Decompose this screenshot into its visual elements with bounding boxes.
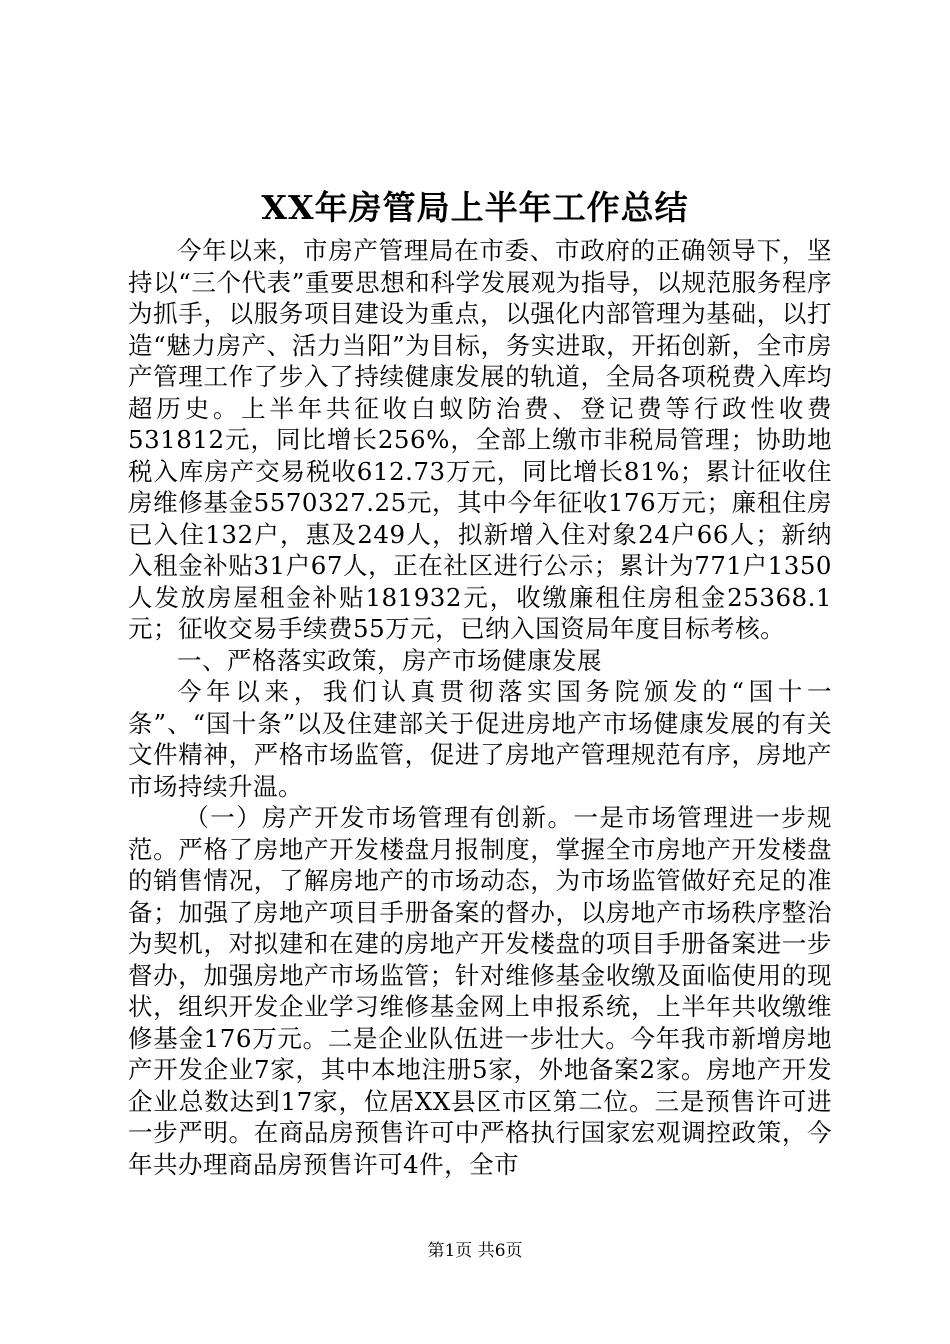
intro-paragraph: 今年以来，市房产管理局在市委、市政府的正确领导下，坚持以“三个代表”重要思想和科学发展观为指导，以规范服务程序为抓手，以服务项目建设为重点，以强化内部管理为基础，以打造“魅力房产、活力当阳”为目标，务实进取，开拓创新，全市房产管理工作了步入了持续健康发展的轨道，全局各项税费入库均超历史。上半年共征收白蚁防治费、登记费等行政性收费531812元，同比增长256%，全部上缴市非税局管理；协助地税入库房产交易税收612.73万元，同比增长81%；累计征收住房维修基金5570327.25元，其中今年征收176万元；廉租住房已入住132户，惠及249人，拟新增入住对象24户66人；新纳入租金补贴31户67人，正在社区进行公示；累计为771户1350人发放房屋租金补贴181932元，收缴廉租住房租金25368.1元；征收交易手续费55万元，已纳入国资局年度目标考核。 (128, 236, 832, 643)
document-title: XX年房管局上半年工作总结 (261, 188, 689, 227)
section-paragraph: 今年以来，我们认真贯彻落实国务院颁发的“国十一条”、“国十条”以及住建部关于促进房地产市场健康发展的有关文件精神，严格市场监管，促进了房地产管理规范有序，房地产市场持续升温。 (128, 677, 832, 801)
document-body (128, 235, 832, 1180)
page-footer: 第1页 共6页 (427, 1241, 523, 1261)
subsection-paragraph: （一）房产开发市场管理有创新。一是市场管理进一步规范。严格了房地产开发楼盘月报制度，掌握全市房地产开发楼盘的销售情况，了解房地产的市场动态，为市场监管做好充足的准备；加强了房地产项目手册备案的督办，以房地产市场秩序整治为契机，对拟建和在建的房地产开发楼盘的项目手册备案进一步督办，加强房地产市场监管；针对维修基金收缴及面临使用的现状，组织开发企业学习维修基金网上申报系统，上半年共收缴维修基金176万元。二是企业队伍进一步壮大。今年我市新增房地产开发企业7家，其中本地注册5家，外地备案2家。房地产开发企业总数达到17家，位居XX县区市区第二位。三是预售许可进一步严明。在商品房预售许可中严格执行国家宏观调控政策，今年共办理商品房预售许可4件，全市 (128, 803, 832, 1179)
section-heading: 一、严格落实政策，房产市场健康发展 (177, 645, 602, 675)
